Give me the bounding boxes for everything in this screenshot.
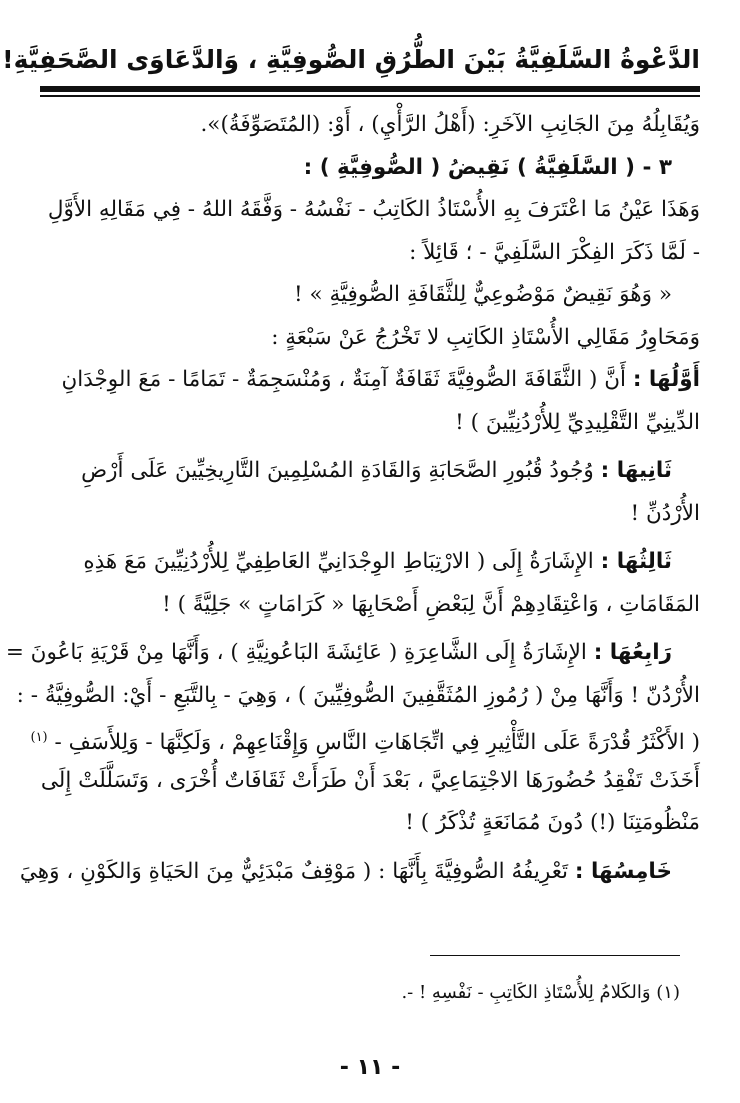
page-number: - ١١ - [339,1055,401,1080]
text-line: الدِّينِيِّ التَّقْلِيدِيِّ لِلأُرْدُنِيِّينَ ) ! [455,409,700,435]
point-label: أَوَّلُهَا : [632,367,700,392]
point-text: ( الأَكْثَرُ قُدْرَةً عَلَى التَّأْثِيرِ فِي اتِّجَاهَاتِ النَّاسِ وَإِقْنَاعِهِمْ ، وَلَكِنَّهَا - وَلِلأَسَفِ - [54,730,700,756]
header-rule-thin [40,95,700,97]
point-1-line [40,359,700,402]
point-label: رَابِعُهَا : [593,640,672,665]
point-label: خَامِسُهَا : [574,858,672,884]
section-heading: ٣ - ( السَّلَفِيَّةُ ) نَقِيضُ ( الصُّوفِيَّةِ ) : [303,154,672,180]
text-line: وَيُقَابِلُهُ مِنَ الجَانِبِ الآخَرِ: (أَهْلُ الرَّأْيِ) ، أَوْ: (المُتَصَوِّفَةُ)». [200,112,700,137]
point-text: تَعْرِيفُهُ الصُّوفِيَّةَ بِأَنَّهَا : ( مَوْقِفٌ مَبْدَئِيٌّ مِنَ الحَيَاةِ وَالكَوْنِ ، وَهِيَ [19,858,569,884]
point-label: ثَانِيهَا : [600,458,672,483]
point-4-line [5,632,700,675]
point-text: الإِشَارَةُ إِلَى الشَّاعِرَةِ ( عَائِشَةَ البَاعُونِيَّةِ ) ، وَأَنَّهَا مِنْ قَرْيَةِ بَاعُونَ = [5,640,587,665]
point-5-line [19,851,700,894]
point-2-line [40,450,700,493]
point-label: ثَالِثُهَا : [600,549,672,574]
point-text: أَنَّ ( الثَّقَافَةَ الصُّوفِيَّةَ ثَقَافَةٌ آمِنَةٌ ، وَمُنْسَجِمَةٌ - تَمَامًا - مَعَ الوِجْدَانِ [61,367,626,392]
text-line: المَقَامَاتِ ، وَاعْتِقَادِهِمْ أَنَّ لِبَعْضِ أَصْحَابِهَا « كَرَامَاتٍ » جَلِيَّةً ) ! [162,591,700,617]
quote-line: « وَهُوَ نَقِيضٌ مَوْضُوعِيٌّ لِلثَّقَافَةِ الصُّوفِيَّةِ » ! [294,282,672,307]
running-header: الدَّعْوةُ السَّلَفِيَّةُ بَيْنَ الطُّرُقِ الصُّوفِيَّةِ ، وَالدَّعَاوَى الصَّحَفِيَّةِ! [2,45,700,74]
footnote-text: (١) وَالكَلامُ لِلأُسْتَاذِ الكَاتِبِ - نَفْسِهِ ! -. [401,982,680,1003]
text-line: أَخَذَتْ تَفْقِدُ حُضُورَهَا الاجْتِمَاعِيَّ ، بَعْدَ أَنْ طَرَأَتْ ثَقَافَاتٌ أُخْرَى ، وَتَسَلَّلَتْ إِلَى [40,767,700,793]
text-line: وَمَحَاوِرُ مَقَالِي الأُسْتَاذِ الكَاتِبِ لا تَخْرُجُ عَنْ سَبْعَةٍ : [271,324,700,350]
body-text [5,104,700,893]
text-line: مَنْظُومَتِنَا (!) دُونَ مُمَانَعَةٍ تُذْكَرُ ) ! [405,810,700,835]
text-line: وَهَذَا عَيْنُ مَا اعْتَرَفَ بِهِ الأُسْتَاذُ الكَاتِبُ - نَفْسُهُ - وَفَّقَهُ اللهُ - فِي مَقَالِهِ الأَوَّلِ [47,197,700,222]
text-line: الأُرْدُنّ ! وَأَنَّهَا مِنْ ( رُمُوزِ المُثَقَّفِينَ الصُّوفِيِّينَ ) ، وَهِيَ - بِالتَّبَعِ - أَيْ: الصُّوفِيَّةُ - : [16,682,700,708]
header-rule-thick [40,86,700,92]
footnote-separator [430,955,680,956]
text-line-with-footnote [30,717,700,760]
point-3-line [40,541,700,584]
text-line: - لَمَّا ذَكَرَ الفِكْرَ السَّلَفِيَّ - ؛ قَائِلاً : [409,239,700,265]
footnote-reference[interactable]: (١) [30,730,48,745]
text-line: الأُرْدُنِّ ! [630,500,700,526]
point-text: الإِشَارَةُ إِلَى ( الارْتِبَاطِ الوِجْدَانِيِّ العَاطِفِيِّ لِلأُرْدُنِيِّينَ مَعَ هَذِهِ [83,549,594,574]
point-text: وُجُودُ قُبُورِ الصَّحَابَةِ وَالقَادَةِ المُسْلِمِينَ التَّارِيخِيِّينَ عَلَى أَرْضِ [81,458,594,483]
